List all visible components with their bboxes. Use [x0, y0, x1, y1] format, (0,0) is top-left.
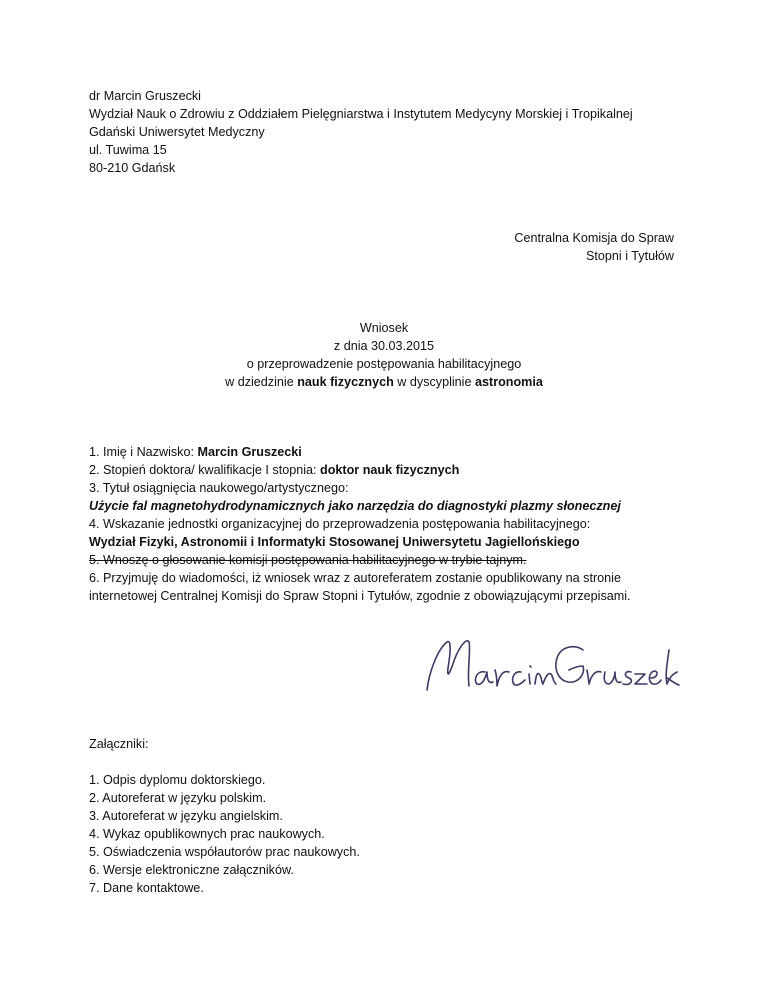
- point-2: [89, 461, 631, 479]
- point-4-label: 4. Wskazanie jednostki organizacyjnej do przeprowadzenia postępowania habilitacyjnego:: [89, 517, 591, 531]
- field-prefix: w dziedzinie: [225, 375, 298, 389]
- point-5-struck: 5. Wnoszę o głosowanie komisji postępowania habilitacyjnego w trybie tajnym.: [89, 553, 527, 567]
- title-subject: o przeprowadzenie postępowania habilitacyjnego: [246, 357, 522, 371]
- point-2-label: 2. Stopień doktora/ kwalifikacje I stopnia:: [89, 463, 321, 477]
- recipient-line-2: Stopni i Tytułów: [586, 249, 674, 263]
- list-item: 3. Autoreferat w języku angielskim.: [89, 809, 283, 823]
- attachments-heading: Załączniki:: [89, 737, 149, 751]
- application-points: [89, 443, 631, 605]
- point-4-value: Wydział Fizyki, Astronomii i Informatyki Stosowanej Uniwersytetu Jagiellońskiego: [89, 535, 580, 549]
- point-1-value: Marcin Gruszecki: [197, 445, 302, 459]
- point-2-value: doktor nauk fizycznych: [320, 463, 460, 477]
- discipline-name: astronomia: [475, 375, 543, 389]
- point-3-label: 3. Tytuł osiągnięcia naukowego/artystycznego:: [89, 481, 349, 495]
- point-3-value: Użycie fal magnetohydrodynamicznych jako narzędzia do diagnostyki plazmy słonecznej: [89, 499, 621, 513]
- title-date: z dnia 30.03.2015: [333, 339, 435, 353]
- list-item: 7. Dane kontaktowe.: [89, 881, 204, 895]
- signature-icon: [417, 628, 682, 704]
- recipient-block: [514, 229, 674, 265]
- title-field-line: [0, 373, 768, 391]
- point-1-label: 1. Imię i Nazwisko:: [89, 445, 198, 459]
- point-6-line-1: 6. Przyjmuję do wiadomości, iż wniosek wraz z autoreferatem zostanie opublikowany na stronie: [89, 571, 621, 585]
- list-item: 5. Oświadczenia współautorów prac naukowych.: [89, 845, 360, 859]
- field-name: nauk fizycznych: [297, 375, 394, 389]
- list-item: 2. Autoreferat w języku polskim.: [89, 791, 267, 805]
- sender-department: Wydział Nauk o Zdrowiu z Oddziałem Pielęgniarstwa i Instytutem Medycyny Morskiej i Tropikalnej: [89, 107, 633, 121]
- list-item: 4. Wykaz opublikownych prac naukowych.: [89, 827, 325, 841]
- list-item: 6. Wersje elektroniczne załączników.: [89, 863, 294, 877]
- sender-street: ul. Tuwima 15: [89, 143, 167, 157]
- sender-university: Gdański Uniwersytet Medyczny: [89, 125, 265, 139]
- point-1: [89, 443, 631, 461]
- recipient-line-1: Centralna Komisja do Spraw: [514, 231, 674, 245]
- sender-city: 80-210 Gdańsk: [89, 161, 176, 175]
- attachments-list: [89, 771, 360, 897]
- point-6-line-2: internetowej Centralnej Komisji do Spraw Stopni i Tytułów, zgodnie z obowiązującymi przepisami.: [89, 589, 631, 603]
- sender-address-block: [89, 87, 633, 177]
- application-title-block: [0, 319, 768, 391]
- list-item: 1. Odpis dyplomu doktorskiego.: [89, 773, 266, 787]
- handwritten-signature: [417, 628, 682, 704]
- discipline-prefix: w dyscyplinie: [393, 375, 475, 389]
- title-heading: Wniosek: [359, 321, 409, 335]
- sender-name: dr Marcin Gruszecki: [89, 89, 201, 103]
